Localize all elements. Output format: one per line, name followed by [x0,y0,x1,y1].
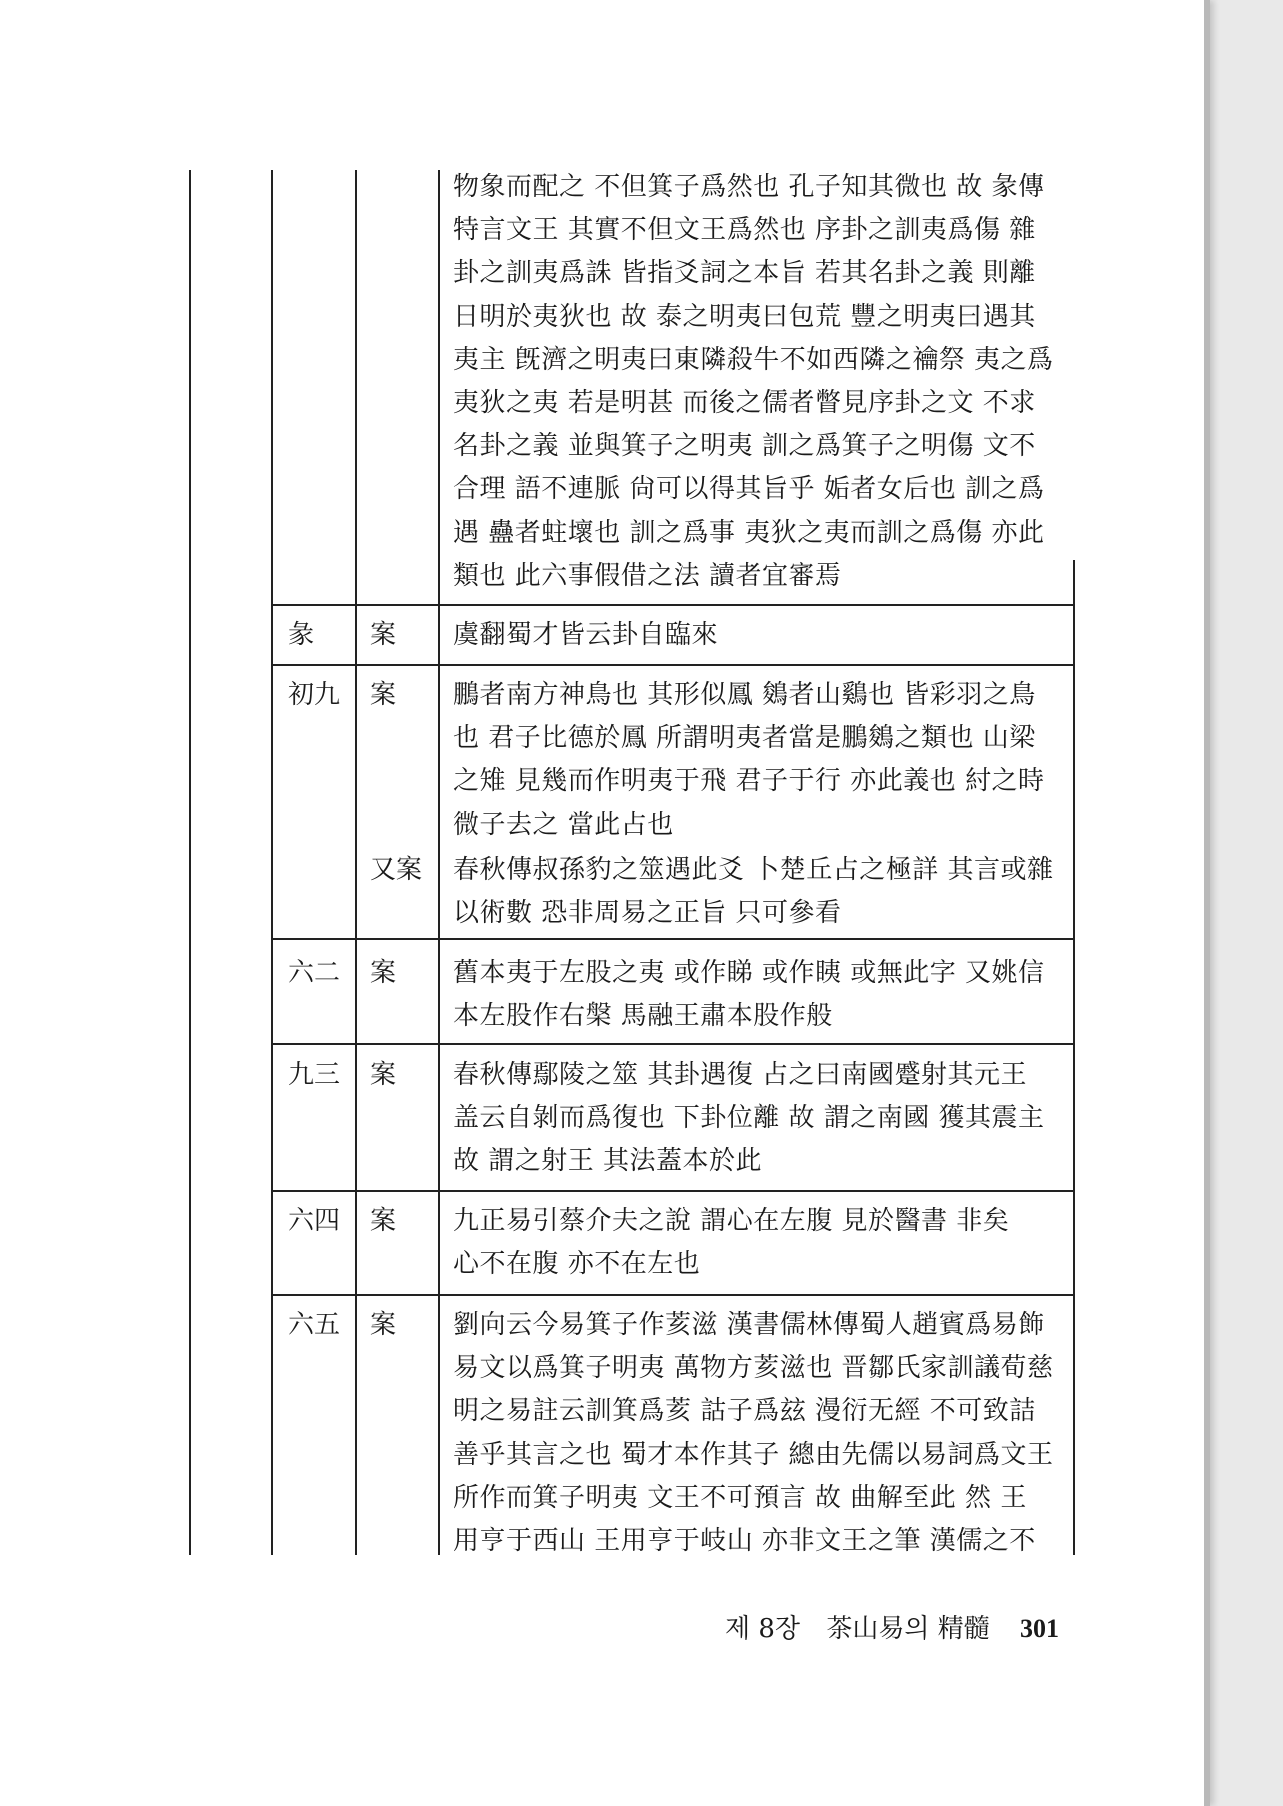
row-note: 案 [370,1060,397,1090]
text-line: 之雉 見幾而作明夷于飛 君子于行 亦此義也 紂之時 [453,766,1045,797]
text-line: 明之易註云訓箕爲荄 詁子爲玆 漫衍无經 不可致詰 [453,1396,1036,1427]
text-line: 微子去之 當此占也 [453,809,674,840]
footer-chapter: 제 8장 [725,1614,801,1644]
rule-right [1073,560,1075,1555]
intro-paragraph [453,166,1073,598]
row-key: 九三 [288,1060,341,1090]
row-text [453,1054,1073,1184]
row-divider [271,664,1075,666]
text-line: 卦之訓夷爲誅 皆指爻詞之本旨 若其名卦之義 則離 [453,258,1036,289]
text-line: 本左股作右槃 馬融王肅本股作般 [453,1001,833,1032]
row-text-secondary [453,849,1073,935]
row-text [453,1304,1073,1563]
row-key: 六五 [288,1310,341,1340]
row-divider [271,1294,1075,1296]
text-line: 心不在腹 亦不在左也 [453,1249,701,1280]
row-divider [271,604,1075,606]
text-line: 舊本夷于左股之夷 或作睇 或作眱 或無此字 又姚信 [453,958,1045,988]
row-divider [271,1043,1075,1045]
row-text [453,614,1073,657]
footer-title: 茶山易의 精髓 [826,1614,990,1644]
text-line: 遇 蠱者蛀壞也 訓之爲事 夷狄之夷而訓之爲傷 亦此 [453,517,1045,548]
text-line: 虞翻蜀才皆云卦自臨來 [453,620,719,650]
text-line: 故 謂之射王 其法蓋本於此 [453,1146,763,1177]
text-line: 日明於夷狄也 故 泰之明夷曰包荒 豐之明夷曰遇其 [453,301,1036,332]
rule-text [438,170,440,1555]
text-line: 物象而配之 不但箕子爲然也 孔子知其微也 故 彖傳 [453,172,1045,202]
text-line: 特言文王 其實不但文王爲然也 序卦之訓夷爲傷 雜 [453,215,1036,246]
row-note: 案 [370,1310,397,1340]
row-note-secondary: 又案 [370,855,423,885]
text-line: 盖云自剝而爲復也 下卦位離 故 謂之南國 獲其震主 [453,1103,1045,1134]
text-line: 易文以爲箕子明夷 萬物方荄滋也 晋鄒氏家訓議荀慈 [453,1353,1054,1384]
row-text [453,674,1073,847]
row-divider [271,938,1075,940]
rule-left [189,170,191,1555]
row-note: 案 [370,620,397,650]
row-note: 案 [370,680,397,710]
row-text [453,952,1073,1038]
text-line: 春秋傳鄢陵之筮 其卦遇復 占之曰南國蹙射其元王 [453,1060,1028,1090]
text-line: 春秋傳叔孫豹之筮遇此爻 卜楚丘占之極詳 其言或雜 [453,855,1054,885]
text-line: 劉向云今易箕子作荄滋 漢書儒林傳蜀人趙賓爲易飾 [453,1310,1045,1340]
row-text [453,1200,1073,1286]
rule-note [355,170,357,1555]
text-line: 類也 此六事假借之法 讀者宜審焉 [453,560,842,591]
text-line: 以術數 恐非周易之正旨 只可參看 [453,898,842,929]
row-divider [271,1190,1075,1192]
page-footer [725,1608,1125,1645]
row-key: 六四 [288,1206,341,1236]
row-note: 案 [370,1206,397,1236]
text-line: 夷主 旣濟之明夷曰東隣殺牛不如西隣之禴祭 夷之爲 [453,344,1054,375]
row-key: 初九 [288,680,341,710]
row-key: 六二 [288,958,341,988]
row-note: 案 [370,958,397,988]
text-line: 也 君子比德於鳳 所謂明夷者當是鵬鵕之類也 山梁 [453,723,1036,754]
text-line: 名卦之義 並與箕子之明夷 訓之爲箕子之明傷 文不 [453,431,1036,462]
text-line: 鵬者南方神鳥也 其形似鳳 鵕者山鷄也 皆彩羽之鳥 [453,680,1036,710]
text-line: 合理 語不連脈 尙可以得其旨乎 姤者女后也 訓之爲 [453,474,1045,505]
rule-key [271,170,273,1555]
text-line: 夷狄之夷 若是明甚 而後之儒者瞥見序卦之文 不求 [453,387,1036,418]
text-line: 所作而箕子明夷 文王不可預言 故 曲解至此 然 王 [453,1482,1027,1513]
row-key: 彖 [288,620,315,650]
text-line: 善乎其言之也 蜀才本作其子 總由先儒以易詞爲文王 [453,1439,1054,1470]
text-line: 用亨于西山 王用亨于岐山 亦非文王之筆 漢儒之不 [453,1525,1036,1556]
text-line: 九正易引蔡介夫之說 謂心在左腹 見於醫書 非矣 [453,1206,1010,1236]
page-number: 301 [1019,1614,1059,1643]
